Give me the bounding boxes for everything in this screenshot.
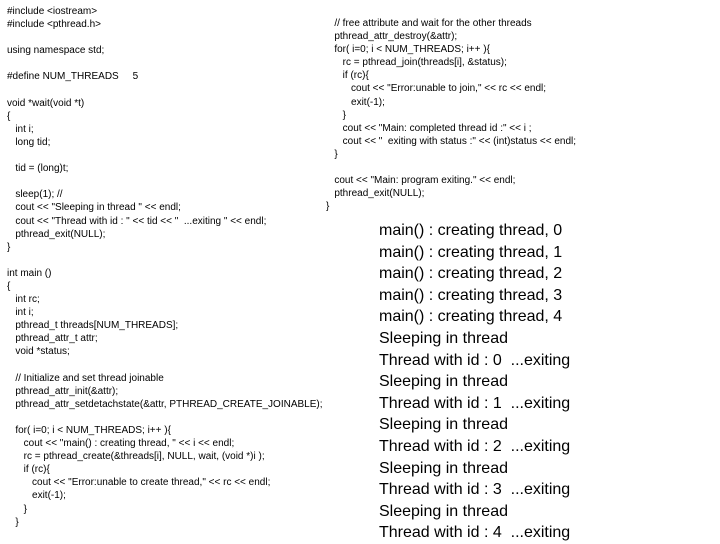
code-line: tid = (long)t; [7,163,69,175]
code-line: using namespace std; [7,45,105,57]
code-line [7,84,323,97]
output-line: Sleeping in thread [379,373,508,391]
code-line: #include <iostream> [7,6,98,17]
code-line [7,411,323,424]
code-line: pthread_t threads[NUM_THREADS]; [7,320,179,332]
code-line: } [326,109,347,121]
code-line: pthread_attr_t attr; [7,333,98,345]
code-line: cout << "Main: completed thread id :" << i ; [326,122,532,134]
output-line: Thread with id : 2 ...exiting [379,437,571,455]
code-line [326,161,576,174]
output-line: Thread with id : 1 ...exiting [379,394,571,412]
code-line: if (rc){ [7,464,50,476]
code-line [7,57,323,70]
code-line: int rc; [7,294,40,306]
code-line: #define NUM_THREADS 5 [7,71,139,83]
code-line: exit(-1); [7,490,66,502]
code-line: rc = pthread_join(threads[i], &status); [326,57,507,69]
output-line: Sleeping in thread [379,459,508,477]
code-line: pthread_exit(NULL); [326,188,425,200]
code-line: pthread_attr_init(&attr); [7,385,119,397]
code-line: cout << "Thread with id : " << tid << " ...exiting " << endl; [7,215,267,227]
output-line: Sleeping in thread [379,329,508,347]
code-line: void *status; [7,346,70,358]
program-output [379,220,570,544]
code-line: long tid; [7,136,51,148]
code-line: } [7,503,28,515]
code-line: #include <pthread.h> [7,19,101,31]
output-line: main() : creating thread, 1 [379,243,563,261]
code-line: rc = pthread_create(&threads[i], NULL, wait, (void *)i ); [7,451,265,463]
code-line: { [7,280,11,292]
code-line: pthread_exit(NULL); [7,228,106,240]
output-line: main() : creating thread, 2 [379,265,563,283]
output-line: Sleeping in thread [379,502,508,520]
code-line: } [7,241,11,253]
code-line: cout << " exiting with status :" << (int)status << endl; [326,135,577,147]
code-line [7,149,323,162]
code-line: pthread_attr_destroy(&attr); [326,31,458,43]
code-line: void *wait(void *t) [7,97,85,109]
code-line: } [7,516,19,528]
code-line: sleep(1); // [7,189,63,201]
output-line: Thread with id : 4 ...exiting [379,524,571,542]
code-line: // free attribute and wait for the other threads [326,18,532,29]
code-line: // Initialize and set thread joinable [7,372,164,384]
code-line: for( i=0; i < NUM_THREADS; i++ ){ [7,425,171,436]
code-line: int i; [7,307,34,319]
code-line: } [326,201,330,213]
right-code-listing [326,17,576,213]
code-line: cout << "Error:unable to create thread," << rc << endl; [7,477,271,489]
code-line: for( i=0; i < NUM_THREADS; i++ ){ [326,44,490,56]
code-line: pthread_attr_setdetachstate(&attr, PTHREAD_CREATE_JOINABLE); [7,398,323,410]
code-line: int main () [7,267,52,279]
output-line: main() : creating thread, 0 [379,222,563,239]
code-line: if (rc){ [326,70,369,82]
code-line: cout << "main() : creating thread, " << i << endl; [7,438,235,450]
output-line: main() : creating thread, 3 [379,286,563,304]
code-line: { [7,110,11,122]
code-line [7,254,323,267]
code-line [7,175,323,188]
output-line: main() : creating thread, 4 [379,308,563,326]
output-line: Sleeping in thread [379,416,508,434]
code-line: cout << "Sleeping in thread " << endl; [7,202,181,214]
code-line: exit(-1); [326,96,385,108]
output-line: Thread with id : 0 ...exiting [379,351,571,369]
left-code-listing [7,5,323,529]
code-line: cout << "Main: program exiting." << endl; [326,175,516,187]
code-line [7,31,323,44]
code-line: int i; [7,123,34,135]
code-line: cout << "Error:unable to join," << rc << endl; [326,83,546,95]
code-line [7,359,323,372]
output-line: Thread with id : 3 ...exiting [379,481,571,499]
code-line: } [326,148,338,160]
